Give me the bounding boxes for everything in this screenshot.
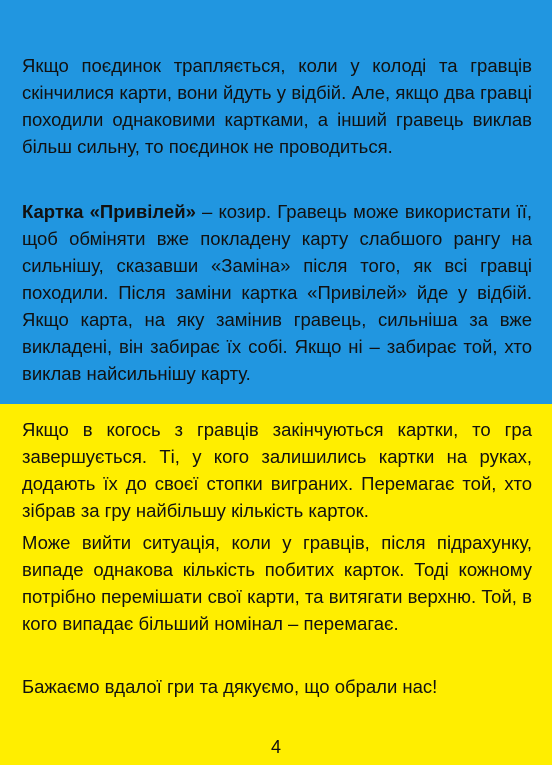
paragraph-privilege-card (22, 198, 532, 387)
paragraph-thanks: Бажаємо вдалої гри та дякуємо, що обрали нас! (22, 676, 438, 697)
page-number: 4 (270, 737, 281, 757)
paragraph-tie-break: Може вийти ситуація, коли у гравців, після підрахунку, випаде однакова кількість побитих карток. Тоді кожному потрібно перемішати свої карти, та витягати верхню. Той, в кого випадає більший номінал – перемагає. (22, 532, 532, 634)
yellow-section (0, 404, 552, 765)
privilege-card-description: – козир. Гравець може використати її, щоб обміняти вже покладену карту слабшого рангу на сильнішу, сказавши «Заміна» після того, як всі гравці походили. Після заміни картка «Привілей» йде у відбій. Якщо карта, на яку замінив гравець, сильніша за вже викладені, він забирає їх собі. Якщо ні – забирає той, хто виклав найсильнішу карту. (22, 201, 532, 384)
privilege-card-term: Картка «Привілей» (22, 201, 196, 222)
paragraph-duel-rules: Якщо поєдинок трапляється, коли у колоді та гравців скінчилися карти, вони йдуть у відбій. Але, якщо два гравці походили однаковими картками, а інший гравець виклав більш сильну, то поєдинок не проводиться. (22, 55, 532, 157)
paragraph-game-end: Якщо в когось з гравців закінчуються картки, то гра завершується. Ті, у кого залишились картки на руках, додають їх до своєї стопки виграних. Перемагає той, хто зібрав за гру найбільшу кількість карток. (22, 419, 532, 521)
